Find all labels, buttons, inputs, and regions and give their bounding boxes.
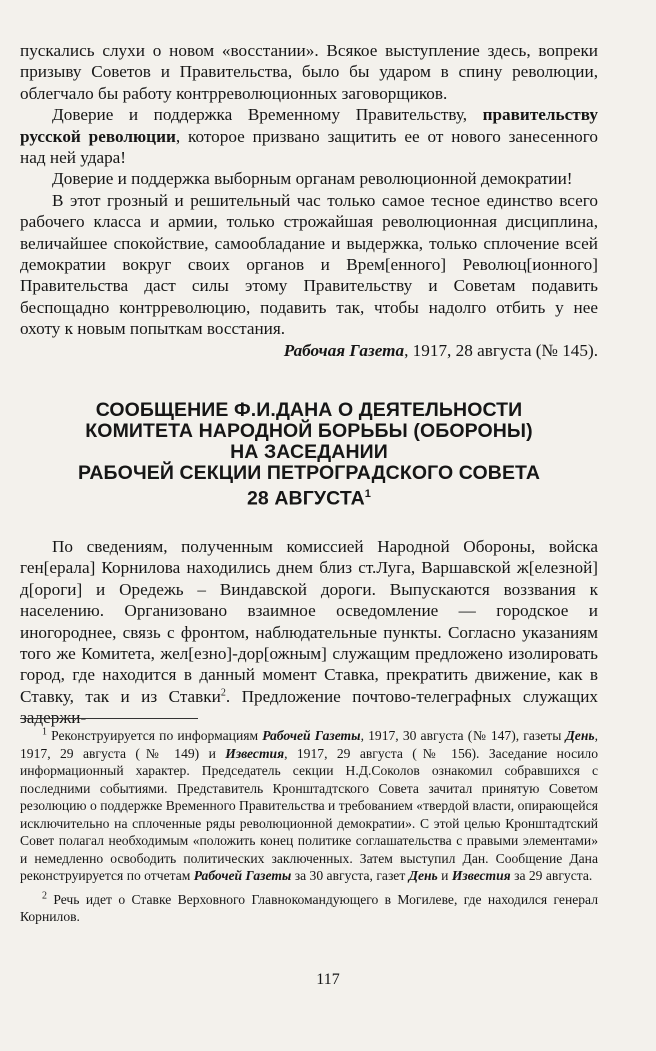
page-number: 117 xyxy=(316,971,340,988)
intro-p3-text: Доверие и поддержка выборным органам революционной демократии! xyxy=(52,169,573,189)
fn1-text-6: и xyxy=(437,868,452,883)
fn1-text-5: за 30 августа, газет xyxy=(291,868,409,883)
intro-paragraph-2 xyxy=(20,104,598,168)
source-details: , 1917, 28 августа (№ 145). xyxy=(404,340,598,360)
footnote-divider xyxy=(20,718,198,719)
fn1-text-4: , 1917, 29 августа (№ 156). Заседание носило информационный характер. Председатель секции Н.Д.Соколов ознакомил собравшихся с последними событиями. Представитель Кронштадтского Совета зачитал принятую Советом резолюцию о поддержке Временного Правительства и требованием «твердой власти, опирающейся исключительно на сплоченные ряды революционной демократии». С этой целью Кронштадтский Совет полагал необходимым «положить конец политике соглашательства с правыми элементами» и немедленно освободить политических заключенных. Затем выступил Дан. Сообщение Дана реконструируется по отчетам xyxy=(20,745,598,883)
heading-line-3: НА ЗАСЕДАНИИ xyxy=(230,441,388,463)
heading-line-4: РАБОЧЕЙ СЕКЦИИ ПЕТРОГРАДСКОГО СОВЕТА xyxy=(77,462,541,484)
fn1-text-7: за 29 августа. xyxy=(510,868,593,883)
fn1-text-2: , 1917, 30 августа (№ 147), газеты xyxy=(360,728,566,743)
intro-paragraph-1 xyxy=(20,40,598,104)
report-text: По сведениям, полученным комиссией Народной Обороны, войска ген[ерала] Корнилова находились днем близ ст.Луга, Варшавской ж[елезной] д[ороги] и Оредежь – Виндавской дороги. Выпускаются воззвания к населению. Организовано взаимное осведомление — городское и иногороднее, связь с фронтом, наблюдательные пункты. Согласно указаниям того же Комитета, жел[езно]-дор[ожным] служащим предложено изолировать город, где находится в данный момент Ставка, прекратить движение, как в Ставку, так и из Ставки xyxy=(20,537,598,706)
fn1-source-2: День xyxy=(565,728,595,743)
intro-p2-text-a: Доверие и поддержка Временному Правительству, xyxy=(52,105,483,125)
fn1-source-5: День xyxy=(408,868,438,883)
footnotes xyxy=(20,727,598,926)
heading-footnote-mark: 1 xyxy=(364,488,372,500)
intro-p2-emphasis: правительству русской революции xyxy=(20,105,598,146)
intro-section xyxy=(20,40,598,362)
source-citation xyxy=(20,340,598,362)
heading-line-1: СООБЩЕНИЕ Ф.И.ДАНА О ДЕЯТЕЛЬНОСТИ xyxy=(95,399,523,421)
fn1-source-6: Известия xyxy=(451,868,511,883)
intro-paragraph-3 xyxy=(20,168,598,189)
fn1-source-1: Рабочей Газеты xyxy=(262,728,361,743)
intro-p4-text: В этот грозный и решительный час только самое тесное единство всего рабочего класса и армии, только строжайшая революционная дисциплина, величайшее спокойствие, самообладание и выдержка, только сплочение всей демократии вокруг своих органов и Врем[енного] Революц[ионного] Правительства даст силы этому Правительству и Советам подавить беспощадно контрреволюцию, подавить так, чтобы надолго отбить у нее охоту к новым попыткам восстания. xyxy=(20,190,598,339)
heading-date: 28 АВГУСТА xyxy=(246,487,365,510)
fn1-source-3: Известия xyxy=(225,745,285,761)
report-section xyxy=(20,536,598,729)
fn1-text-3: , 1917, 29 августа (№ 149) и xyxy=(20,728,598,761)
heading-line-2: КОМИТЕТА НАРОДНОЙ БОРЬБЫ (ОБОРОНЫ) xyxy=(85,420,533,442)
source-name: Рабочая Газета xyxy=(283,340,405,360)
fn1-text-1: Реконструируется по информациям xyxy=(51,728,263,743)
report-paragraph xyxy=(20,536,598,729)
footnote-2-text: Речь идет о Ставке Верховного Главнокомандующего в Могилеве, где находился генерал Корнилов. xyxy=(20,891,598,924)
intro-p1-text: пускались слухи о новом «восстании». Всякое выступление здесь, вопреки призыву Советов и Правительства, было бы ударом в спину революции, облегчало бы работу контрреволюционных заговорщиков. xyxy=(20,41,598,103)
fn1-source-4: Рабочей Газеты xyxy=(193,868,292,883)
intro-p2-text-c: , которое призвано защитить ее от нового занесенного над ней удара! xyxy=(20,126,598,168)
footnote-1 xyxy=(20,727,598,885)
report-footnote-mark: 2 xyxy=(220,687,226,699)
intro-paragraph-4 xyxy=(20,190,598,340)
document-heading xyxy=(20,400,598,510)
footnote-2 xyxy=(20,891,598,926)
report-text-tail: . Предложение почтово-телеграфных служащих задержи- xyxy=(20,686,599,728)
footnote-1-mark: 1 xyxy=(42,726,47,738)
heading-line-5 xyxy=(20,484,598,510)
footnote-2-mark: 2 xyxy=(42,889,47,901)
